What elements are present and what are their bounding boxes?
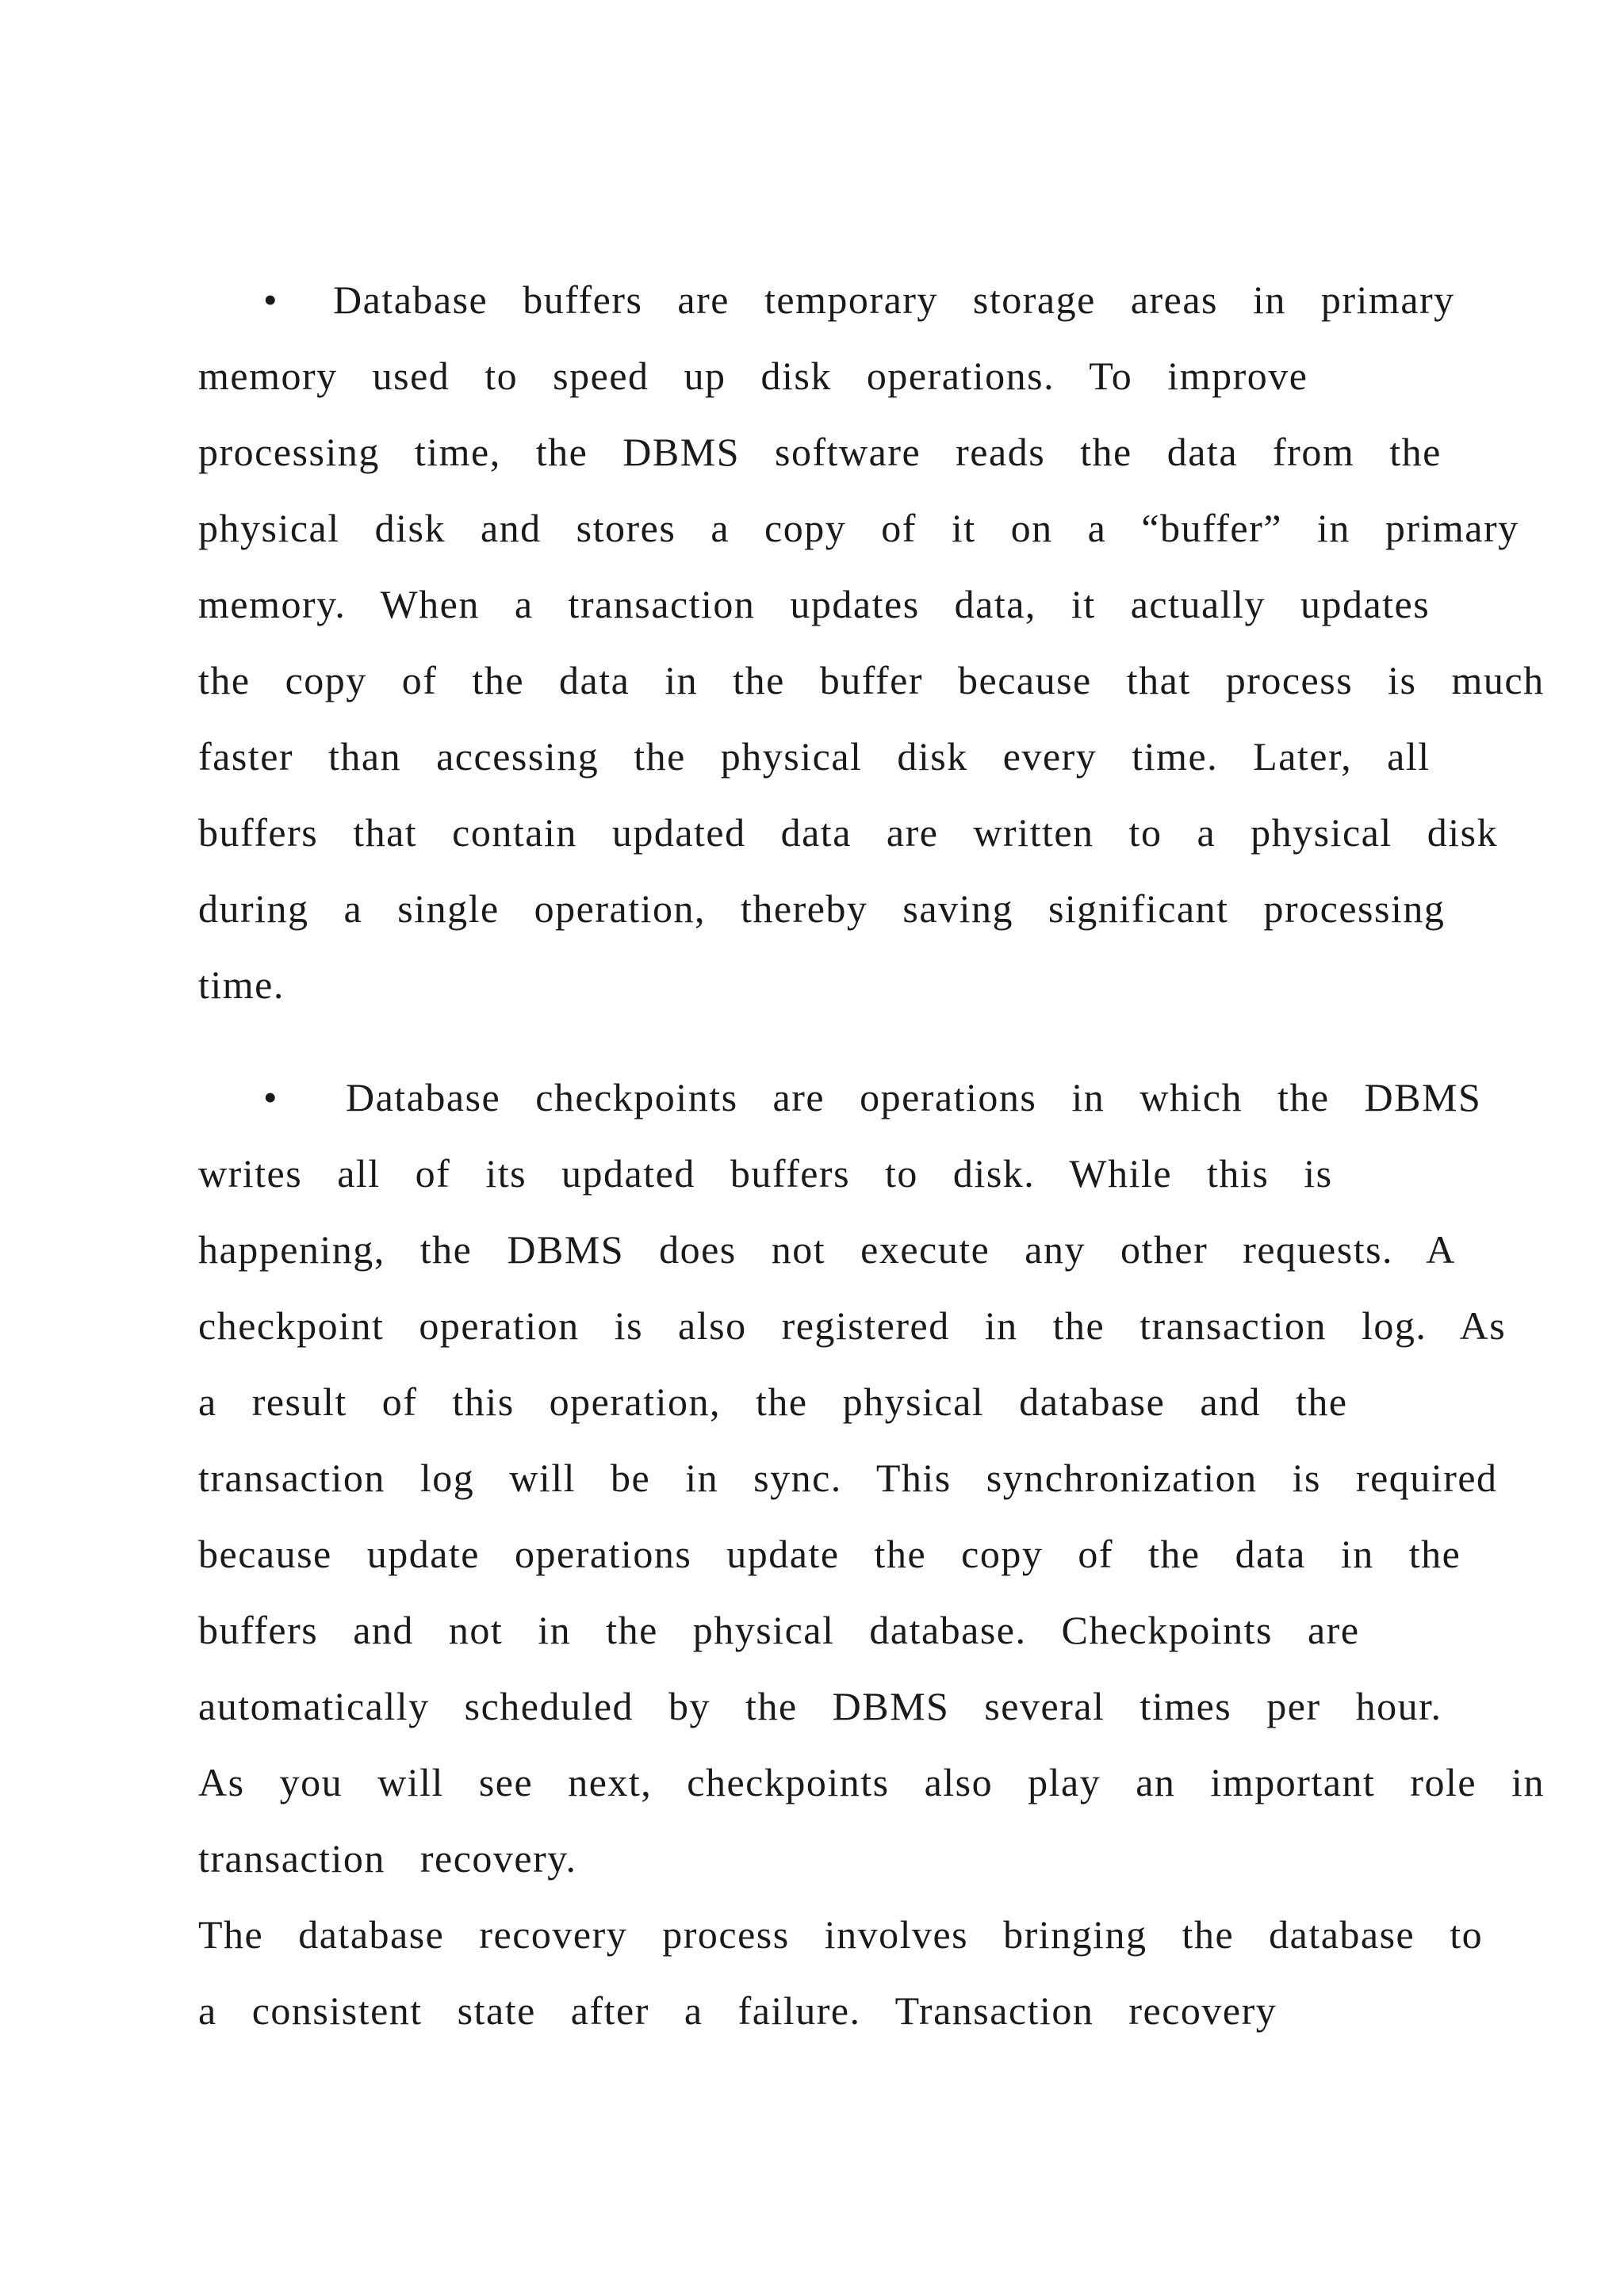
bullet-1-line-5: memory. When a transaction updates data, it actually updates (198, 582, 1431, 626)
bullet-2-line-9: automatically scheduled by the DBMS several times per hour. (198, 1684, 1442, 1728)
bullet-1-line-6: the copy of the data in the buffer because that process is much (198, 658, 1545, 702)
bullet-marker-1: • (263, 277, 278, 322)
bullet-1-line-1: Database buffers are temporary storage areas in primary (333, 277, 1455, 322)
bullet-2-line-8: buffers and not in the physical database. Checkpoints are (198, 1608, 1360, 1652)
paragraph-3-line-1: The database recovery process involves bringing the database to (198, 1912, 1484, 1957)
bullet-2-line-11: transaction recovery. (198, 1836, 577, 1881)
paragraph-3-line-2: a consistent state after a failure. Transaction recovery (198, 1988, 1277, 2033)
bullet-2-line-6: transaction log will be in sync. This synchronization is required (198, 1456, 1498, 1500)
bullet-2-line-7: because update operations update the copy of the data in the (198, 1532, 1461, 1576)
bullet-2-line-3: happening, the DBMS does not execute any other requests. A (198, 1227, 1456, 1272)
bullet-1-line-7: faster than accessing the physical disk every time. Later, all (198, 734, 1431, 779)
bullet-2-line-5: a result of this operation, the physical database and the (198, 1380, 1348, 1424)
bullet-2-line-2: writes all of its updated buffers to disk. While this is (198, 1151, 1333, 1196)
bullet-1-line-8: buffers that contain updated data are written to a physical disk (198, 810, 1499, 855)
bullet-1-line-2: memory used to speed up disk operations. To improve (198, 354, 1308, 398)
bullet-marker-2: • (263, 1075, 278, 1119)
bullet-1-line-4: physical disk and stores a copy of it on a “buffer” in primary (198, 506, 1519, 550)
bullet-1-line-3: processing time, the DBMS software reads the data from the (198, 430, 1442, 474)
bullet-1-line-9: during a single operation, thereby saving significant processing (198, 886, 1446, 931)
bullet-1-line-10: time. (198, 962, 285, 1007)
bullet-2-line-4: checkpoint operation is also registered in the transaction log. As (198, 1303, 1507, 1348)
bullet-2-line-10: As you will see next, checkpoints also play an important role in (198, 1760, 1545, 1804)
bullet-2-line-1: Database checkpoints are operations in which the DBMS (346, 1075, 1482, 1119)
